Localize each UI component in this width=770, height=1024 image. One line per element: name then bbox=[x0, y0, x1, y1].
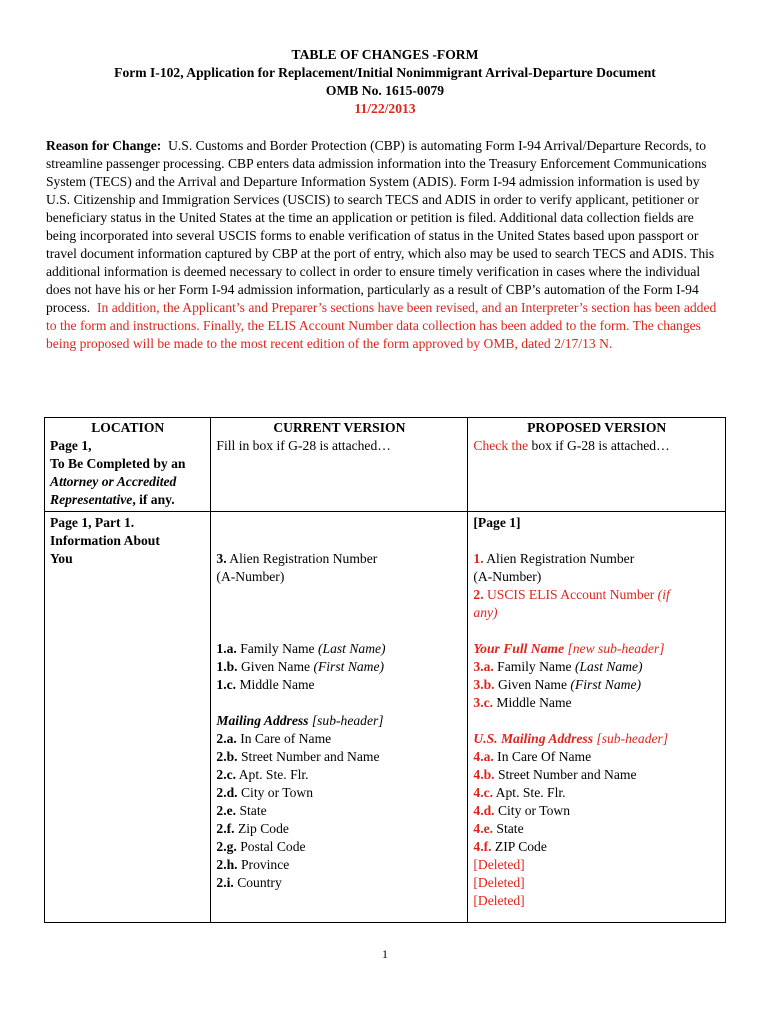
item-number: 2.h. bbox=[216, 857, 238, 872]
item-label: Apt. Ste. Flr. bbox=[493, 785, 566, 800]
page-number: 1 bbox=[382, 947, 388, 961]
item-number: 1.c. bbox=[216, 677, 237, 692]
item-number: 3. bbox=[216, 551, 227, 566]
doc-title: TABLE OF CHANGES -FORM bbox=[291, 47, 479, 62]
item-label: In Care of Name bbox=[236, 731, 332, 746]
subheader-note: [sub-header] bbox=[308, 713, 384, 728]
current-text: Fill in box if G-28 is attached… bbox=[216, 438, 391, 453]
item-number: 2. bbox=[473, 587, 484, 602]
item-label: Given Name bbox=[494, 677, 571, 692]
proposed-version-cell bbox=[468, 418, 726, 512]
table-row bbox=[45, 512, 726, 923]
item-label: Province bbox=[237, 857, 290, 872]
proposed-page-label: [Page 1] bbox=[473, 515, 521, 530]
current-version-cell bbox=[211, 512, 468, 923]
item-label: Street Number and Name bbox=[494, 767, 637, 782]
item-label: Family Name bbox=[493, 659, 575, 674]
item-number: 2.i. bbox=[216, 875, 234, 890]
subheader-note: [new sub-header] bbox=[564, 641, 665, 656]
item-label-note: (Last Name) bbox=[317, 641, 386, 656]
item-label: Postal Code bbox=[236, 839, 306, 854]
location-text: Page 1, bbox=[50, 438, 92, 453]
item-label: City or Town bbox=[237, 785, 314, 800]
table-row bbox=[45, 418, 726, 512]
item-label: USCIS ELIS Account Number bbox=[483, 587, 658, 602]
reason-text-revised: In addition, the Applicant’s and Preparer’s sections have been revised, and an Interpreter’s section has been added to the form and instructions. Finally, the ELIS Account Number data collection has been added to the form. The changes being proposed will be made to the most recent edition of the form approved by OMB, dated 2/17/13 N. bbox=[46, 300, 717, 351]
deleted-marker: [Deleted] bbox=[473, 875, 525, 890]
item-number: 4.f. bbox=[473, 839, 492, 854]
column-header-current: CURRENT VERSION bbox=[273, 420, 406, 435]
item-label-note: (if bbox=[657, 587, 670, 602]
subheader-note: [sub-header] bbox=[593, 731, 669, 746]
item-number: 2.c. bbox=[216, 767, 237, 782]
location-cell bbox=[45, 512, 211, 923]
location-text: To Be Completed by an bbox=[50, 456, 186, 471]
reason-for-change bbox=[46, 137, 726, 353]
item-label: Family Name bbox=[236, 641, 318, 656]
location-text: Information About bbox=[50, 533, 160, 548]
column-header-proposed: PROPOSED VERSION bbox=[527, 420, 667, 435]
item-number: 1.a. bbox=[216, 641, 237, 656]
item-label-note: (Last Name) bbox=[574, 659, 643, 674]
item-number: 2.g. bbox=[216, 839, 237, 854]
proposed-text-changed: Check the bbox=[473, 438, 529, 453]
omb-number: OMB No. 1615-0079 bbox=[325, 83, 445, 98]
item-label-note: any) bbox=[473, 605, 498, 620]
location-text: Representative bbox=[50, 492, 133, 507]
item-label: Country bbox=[233, 875, 282, 890]
reason-text: U.S. Customs and Border Protection (CBP) is automating Form I-94 Arrival/Departure Records, to streamline passenger processing. CBP enters data admission information into the Treasury Enforcement Communications System (TECS) and the Arrival and Departure Information System (ADIS). Form I-94 admission information is used by U.S. Citizenship and Immigration Services (USCIS) to search TECS and ADIS in order to verify applicant, petitioner or beneficiary status in the United States at the time an application or petition is filed. Additional data collection fields are being incorporated into several USCIS forms to enable verification of status in the United States based upon passport or travel document information captured by CBP at the port of entry, which also may be used to search TECS and ADIS. This additional information is deemed necessary to collect in order to ensure timely verification in cases where the individual does not have his or her Form I-94 admission information, particularly as a result of CBP’s automation of the Form I-94 process. bbox=[46, 138, 715, 315]
item-number: 4.a. bbox=[473, 749, 494, 764]
subheader: Your Full Name bbox=[473, 641, 565, 656]
item-number: 2.a. bbox=[216, 731, 237, 746]
item-number: 4.c. bbox=[473, 785, 494, 800]
item-label: (A-Number) bbox=[473, 569, 542, 584]
item-label: Alien Registration Number bbox=[226, 551, 378, 566]
item-label-note: (First Name) bbox=[570, 677, 642, 692]
item-number: 1. bbox=[473, 551, 484, 566]
location-text: You bbox=[50, 551, 73, 566]
item-label: Apt. Ste. Flr. bbox=[236, 767, 309, 782]
location-cell bbox=[45, 418, 211, 512]
item-number: 2.b. bbox=[216, 749, 238, 764]
item-label: State bbox=[493, 821, 524, 836]
item-label: Middle Name bbox=[493, 695, 572, 710]
item-label: Zip Code bbox=[234, 821, 289, 836]
column-header-location: LOCATION bbox=[91, 420, 165, 435]
item-label: In Care Of Name bbox=[493, 749, 592, 764]
doc-date: 11/22/2013 bbox=[354, 101, 416, 116]
item-number: 3.a. bbox=[473, 659, 494, 674]
item-number: 1.b. bbox=[216, 659, 238, 674]
deleted-marker: [Deleted] bbox=[473, 893, 525, 908]
item-number: 4.b. bbox=[473, 767, 495, 782]
proposed-version-cell bbox=[468, 512, 726, 923]
location-text: Page 1, Part 1. bbox=[50, 515, 135, 530]
item-number: 2.e. bbox=[216, 803, 237, 818]
form-name: Form I-102, Application for Replacement/Initial Nonimmigrant Arrival-Departure Document bbox=[114, 65, 656, 80]
item-label: Street Number and Name bbox=[237, 749, 380, 764]
item-label: Given Name bbox=[237, 659, 314, 674]
item-label: State bbox=[236, 803, 267, 818]
item-label: Middle Name bbox=[236, 677, 315, 692]
reason-label: Reason for Change: bbox=[46, 138, 162, 153]
location-text: Attorney or Accredited bbox=[50, 474, 177, 489]
subheader-prefix: U.S. bbox=[473, 731, 501, 746]
item-label: City or Town bbox=[494, 803, 571, 818]
proposed-text: box if G-28 is attached… bbox=[528, 438, 670, 453]
item-number: 3.b. bbox=[473, 677, 495, 692]
item-number: 4.e. bbox=[473, 821, 494, 836]
current-version-cell bbox=[211, 418, 468, 512]
item-number: 4.d. bbox=[473, 803, 495, 818]
item-number: 2.f. bbox=[216, 821, 235, 836]
subheader: Mailing Address bbox=[216, 713, 309, 728]
location-text: , if any. bbox=[132, 492, 175, 507]
subheader: Mailing Address bbox=[500, 731, 593, 746]
item-label: (A-Number) bbox=[216, 569, 285, 584]
item-label-note: (First Name) bbox=[313, 659, 385, 674]
item-label: ZIP Code bbox=[491, 839, 547, 854]
deleted-marker: [Deleted] bbox=[473, 857, 525, 872]
changes-table bbox=[44, 417, 726, 923]
item-number: 2.d. bbox=[216, 785, 238, 800]
item-label: Alien Registration Number bbox=[483, 551, 635, 566]
item-number: 3.c. bbox=[473, 695, 494, 710]
